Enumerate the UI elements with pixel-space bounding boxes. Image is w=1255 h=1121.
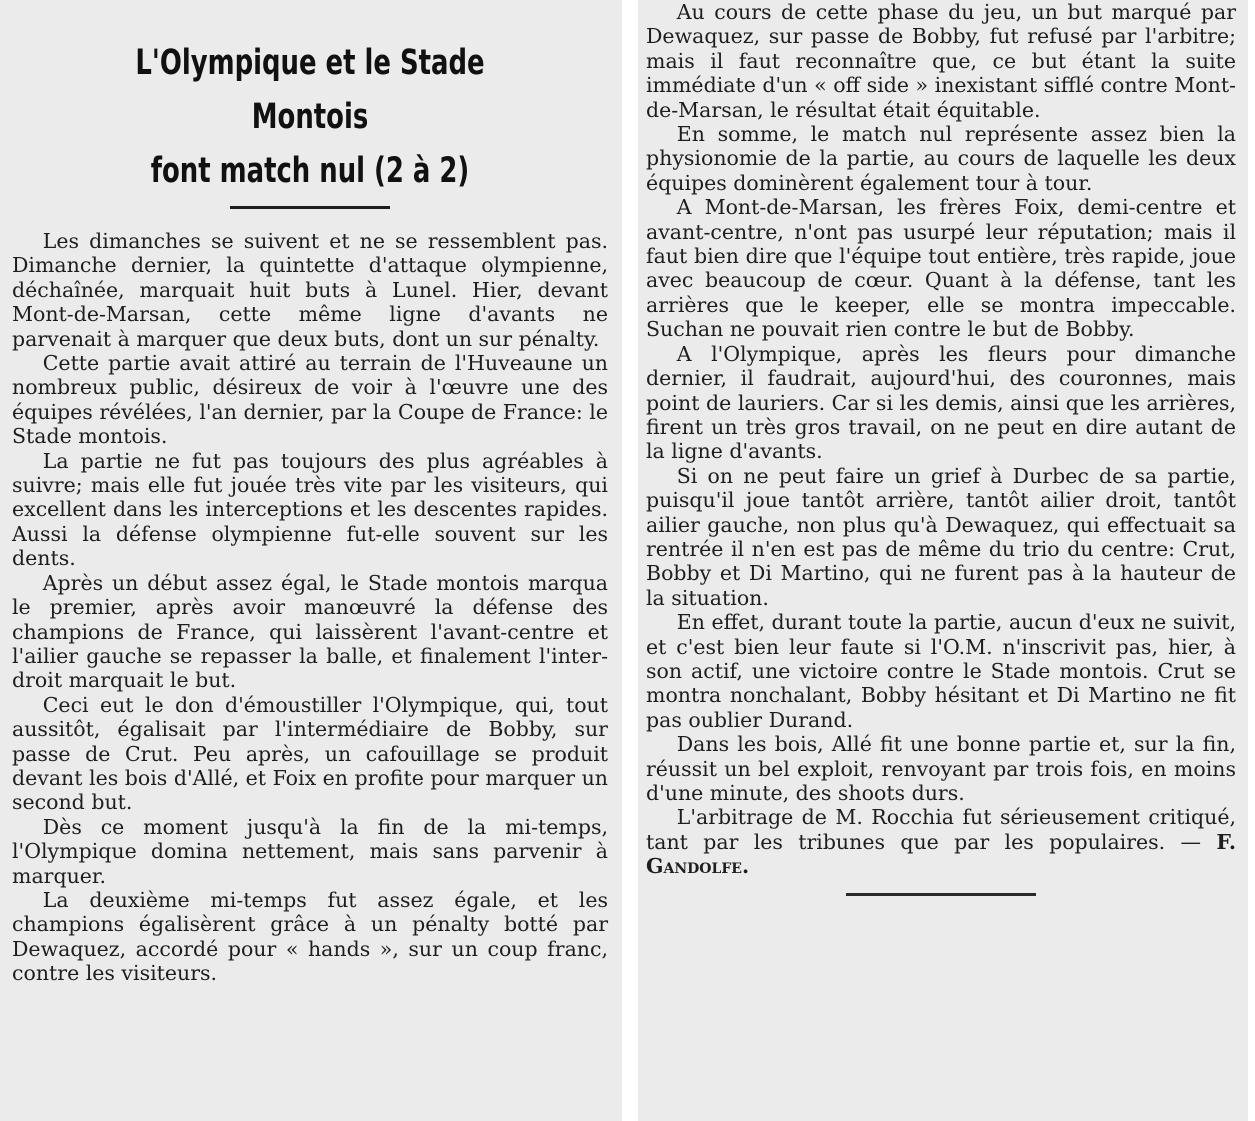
article-paragraph: Dès ce moment jusqu'à la fin de la mi-temps, l'Olympique domina nettement, mais sans parvenir à marquer. xyxy=(12,814,608,888)
article-final-paragraph xyxy=(646,805,1236,878)
article-paragraph: La deuxième mi-temps fut assez égale, et les champions égalisèrent grâce à un pénalty botté par Dewaquez, accordé pour « hands », sur un coup franc, contre les visiteurs. xyxy=(12,887,608,986)
final-paragraph-text: L'arbitrage de M. Rocchia fut sérieusement critiqué, tant par les tribunes que par les populaires. — xyxy=(646,805,1236,854)
article-paragraph: Au cours de cette phase du jeu, un but marqué par Dewaquez, sur passe de Bobby, fut refusé par l'arbitre; mais il faut reconnaître que, ce but étant la suite immédiate d'un « off side » inexistant sifflé contre Mont-de-Marsan, le résultat était équitable. xyxy=(646,0,1236,122)
article-end-rule xyxy=(846,893,1036,896)
article-paragraph: A l'Olympique, après les fleurs pour dimanche dernier, il faudrait, aujourd'hui, des couronnes, mais point de lauriers. Car si les demis, ainsi que les arrières, firent un très gros travail, on ne peut en dire autant de la ligne d'avants. xyxy=(646,341,1236,464)
headline-line-2: font match nul (2 à 2) xyxy=(150,151,470,191)
article-paragraph: En somme, le match nul représente assez bien la physionomie de la partie, au cours de laquelle les deux équipes dominèrent également tour à tour. xyxy=(646,122,1236,195)
article-paragraph: Cette partie avait attiré au terrain de l'Huveaune un nombreux public, désireux de voir à l'œuvre une des équipes révélées, l'an dernier, par la Coupe de France: le Stade montois. xyxy=(12,351,608,449)
headline-line-1: L'Olympique et le Stade Montois xyxy=(135,43,485,137)
article-paragraph: La partie ne fut pas toujours des plus agréables à suivre; mais elle fut jouée très vite par les visiteurs, qui excellent dans les interceptions et les descentes rapides. Aussi la défense olympienne fut-elle souvent sur les dents. xyxy=(12,448,608,571)
article-paragraph: En effet, durant toute la partie, aucun d'eux ne suivit, et c'est bien leur faute si l'O.M. n'inscrivit pas, hier, à son actif, une victoire contre le Stade montois. Crut se montra nonchalant, Bobby hésitant et Di Martino ne fit pas oublier Durand. xyxy=(646,610,1236,732)
article-paragraph: Les dimanches se suivent et ne se ressemblent pas. Dimanche dernier, la quintette d'attaque olympienne, déchaînée, marquait huit buts à Lunel. Hier, devant Mont-de-Marsan, cette même ligne d'avants ne parvenait à marquer que deux buts, dont un sur pénalty. xyxy=(12,229,608,351)
author-signature: F. Gandolfe. xyxy=(646,829,1236,879)
article-right-column xyxy=(638,0,1248,1121)
headline-underline xyxy=(230,206,390,209)
article-paragraph: Dans les bois, Allé fit une bonne partie et, sur la fin, réussit un bel exploit, renvoyant par trois fois, en moins d'une minute, des shoots durs. xyxy=(646,732,1236,805)
article-left-column xyxy=(0,0,622,1121)
article-paragraph: Après un début assez égal, le Stade montois marqua le premier, après avoir manœuvré la défense des champions de France, qui laissèrent l'avant-centre et l'ailier gauche se repasser la balle, et finalement l'inter-droit marquait le but. xyxy=(12,570,608,693)
article-paragraph: Ceci eut le don d'émoustiller l'Olympique, qui, tout aussitôt, égalisait par l'intermédiaire de Bobby, sur passe de Crut. Peu après, un cafouillage se produit devant les bois d'Allé, et Foix en profite pour marquer un second but. xyxy=(12,692,608,815)
article-paragraph: Si on ne peut faire un grief à Durbec de sa partie, puisqu'il joue tantôt arrière, tantôt ailier droit, tantôt ailier gauche, non plus qu'à Dewaquez, qui effectuait sa rentrée il n'en est pas de même du trio du centre: Crut, Bobby et Di Martino, qui ne furent pas à la hauteur de la situation. xyxy=(646,463,1236,610)
article-paragraph: A Mont-de-Marsan, les frères Foix, demi-centre et avant-centre, n'ont pas usurpé leur réputation; mais il faut bien dire que l'équipe tout entière, très rapide, joue avec beaucoup de cœur. Quant à la défense, tant les arrières que le keeper, elle se montra impeccable. Suchan ne pouvait rien contre le but de Bobby. xyxy=(646,195,1236,342)
